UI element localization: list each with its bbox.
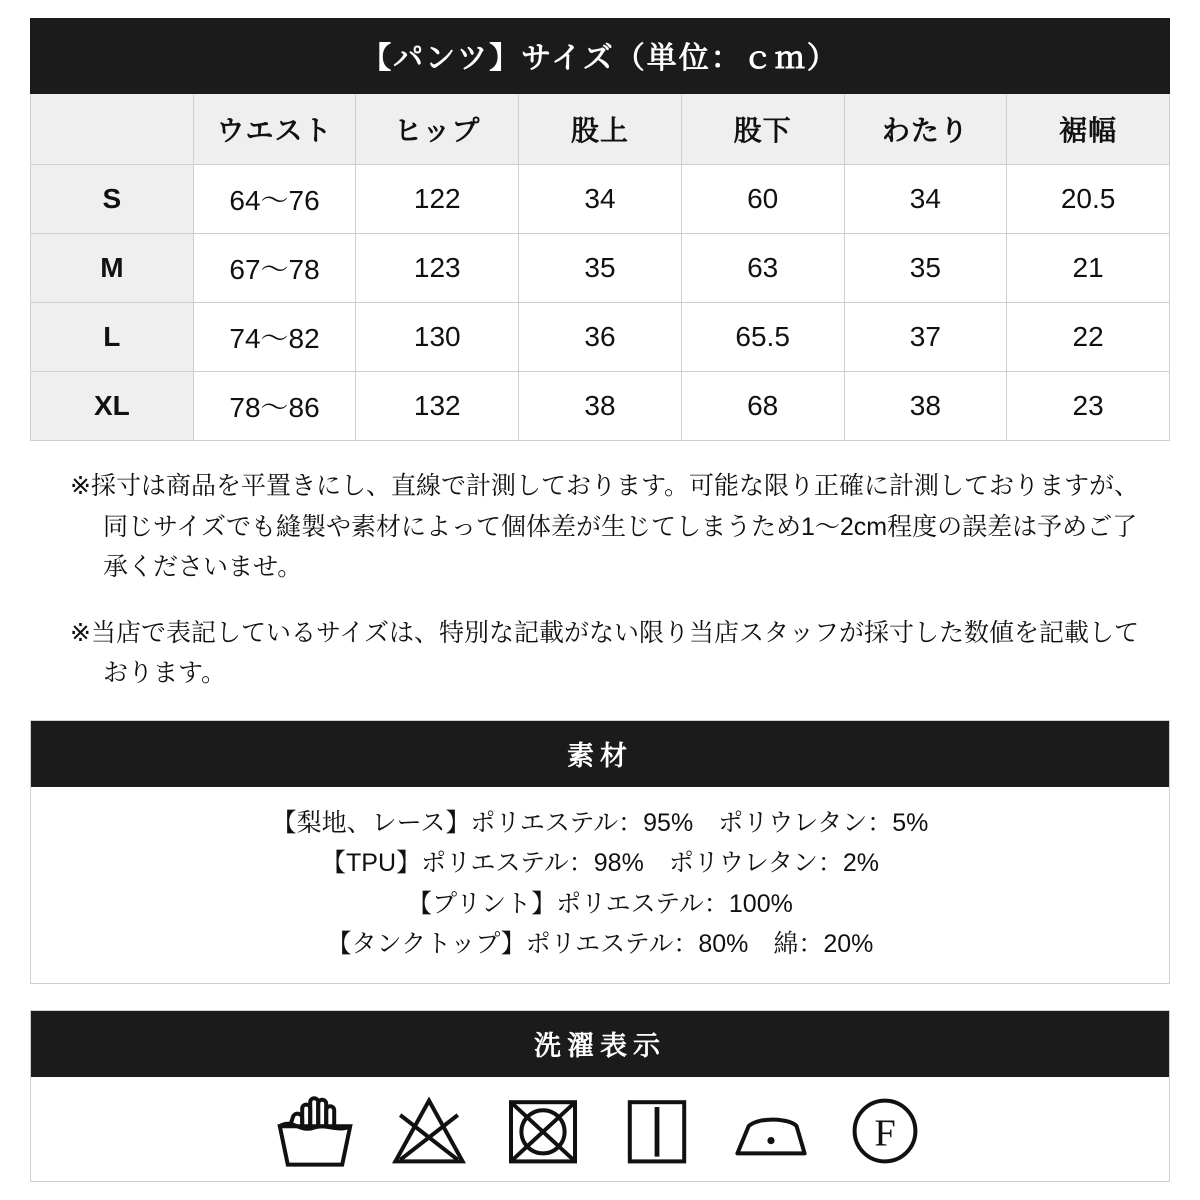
row-header-size-l: L (31, 303, 194, 372)
material-heading: 素材 (31, 721, 1169, 787)
cell-s-waist: 64〜76 (193, 165, 356, 234)
cell-m-rise: 35 (519, 234, 682, 303)
wash-care-section (30, 1010, 1170, 1182)
wash-care-heading: 洗濯表示 (31, 1011, 1169, 1077)
cell-s-thigh: 34 (844, 165, 1007, 234)
material-body (31, 787, 1169, 983)
cell-s-inseam: 60 (681, 165, 844, 234)
svg-text:F: F (874, 1111, 896, 1154)
cell-m-hem: 21 (1007, 234, 1170, 303)
row-header-size-xl: XL (31, 372, 194, 441)
cell-s-hem: 20.5 (1007, 165, 1170, 234)
cell-l-rise: 36 (519, 303, 682, 372)
column-header-waist: ウエスト (193, 94, 356, 165)
column-header-inseam: 股下 (681, 94, 844, 165)
note-store-measured: ※当店で表記しているサイズは、特別な記載がない限り当店スタッフが採寸した数値を記載しております。 (70, 618, 1139, 687)
cell-l-thigh: 37 (844, 303, 1007, 372)
size-table-title-row (31, 19, 1170, 94)
cell-xl-rise: 38 (519, 372, 682, 441)
line-dry-icon (617, 1091, 697, 1171)
note-measurement-tolerance: ※採寸は商品を平置きにし、直線で計測しております。可能な限り正確に計測しておりますが、同じサイズでも縫製や素材によって個体差が生じてしまうため1〜2cm程度の誤差は予めご了承くださいませ。 (70, 472, 1139, 581)
hand-wash-icon (275, 1091, 355, 1171)
material-section (30, 720, 1170, 984)
size-table-header-row (31, 94, 1170, 165)
cell-xl-hip: 132 (356, 372, 519, 441)
cell-m-waist: 67〜78 (193, 234, 356, 303)
cell-m-hip: 123 (356, 234, 519, 303)
size-table (30, 18, 1170, 441)
cell-xl-waist: 78〜86 (193, 372, 356, 441)
column-header-hip: ヒップ (356, 94, 519, 165)
table-row (31, 372, 1170, 441)
row-header-size-m: M (31, 234, 194, 303)
cell-m-inseam: 63 (681, 234, 844, 303)
cell-m-thigh: 35 (844, 234, 1007, 303)
cell-s-hip: 122 (356, 165, 519, 234)
column-header-rise: 股上 (519, 94, 682, 165)
size-table-corner-cell (31, 94, 194, 165)
material-line-nashiji-lace: 【梨地、レース】ポリエステル：95% ポリウレタン：5% (271, 808, 929, 837)
cell-l-waist: 74〜82 (193, 303, 356, 372)
dry-clean-f-icon (845, 1091, 925, 1171)
material-line-tanktop: 【タンクトップ】ポリエステル：80% 綿：20% (326, 930, 874, 958)
cell-xl-hem: 23 (1007, 372, 1170, 441)
no-tumble-dry-icon (503, 1091, 583, 1171)
material-line-tpu: 【TPU】ポリエステル：98% ポリウレタン：2% (321, 849, 879, 877)
wash-care-icon-row (31, 1077, 1169, 1181)
cell-s-rise: 34 (519, 165, 682, 234)
iron-low-icon (731, 1091, 811, 1171)
size-table-title: 【パンツ】サイズ（単位：ｃｍ） (31, 19, 1170, 94)
table-row (31, 303, 1170, 372)
cell-xl-thigh: 38 (844, 372, 1007, 441)
cell-l-inseam: 65.5 (681, 303, 844, 372)
measurement-notes (30, 466, 1170, 694)
table-row (31, 165, 1170, 234)
material-line-print: 【プリント】ポリエステル：100% (407, 889, 793, 918)
column-header-hem: 裾幅 (1007, 94, 1170, 165)
row-header-size-s: S (31, 165, 194, 234)
cell-xl-inseam: 68 (681, 372, 844, 441)
no-bleach-icon (389, 1091, 469, 1171)
cell-l-hip: 130 (356, 303, 519, 372)
table-row (31, 234, 1170, 303)
column-header-thigh: わたり (844, 94, 1007, 165)
cell-l-hem: 22 (1007, 303, 1170, 372)
